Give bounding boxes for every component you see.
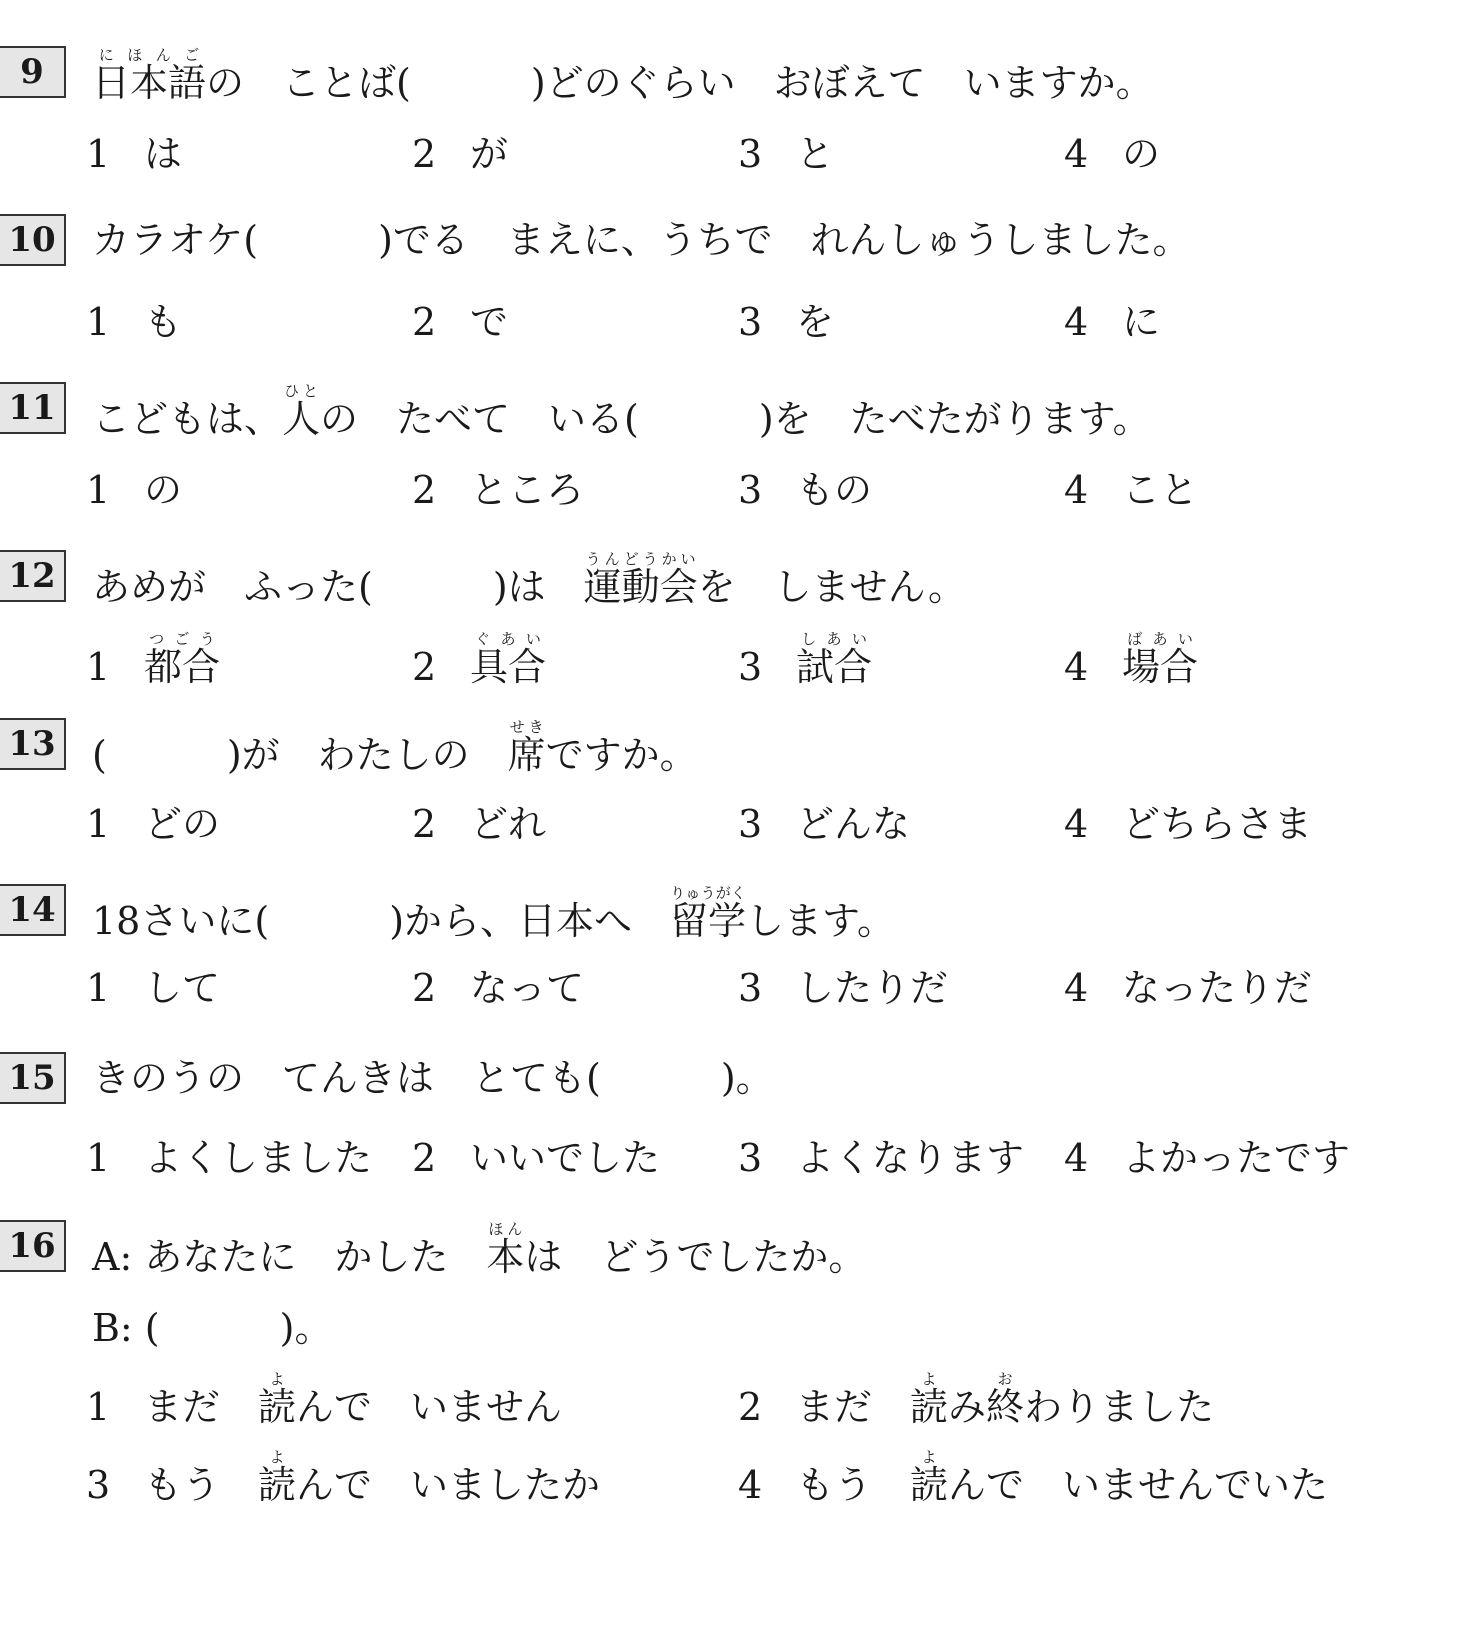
choice-10-4[interactable]: 4 に <box>1064 300 1161 344</box>
question-number: 10 <box>0 214 66 266</box>
furigana: 日本語にほんご <box>92 46 207 105</box>
choice-14-2[interactable]: 2 なって <box>412 966 585 1010</box>
choice-11-2[interactable]: 2 ところ <box>412 468 585 512</box>
choice-9-2[interactable]: 2 が <box>412 132 509 176</box>
choice-10-2[interactable]: 2 で <box>412 300 509 344</box>
choice-12-1[interactable]: 1 都合つごう <box>86 630 221 689</box>
question-stem: あめが ふった( )は 運動会うんどうかいを しません。 <box>92 550 966 609</box>
furigana: 席せき <box>507 718 546 777</box>
choice-16-4[interactable]: 4 もう 読よんで いませんでいた <box>738 1448 1329 1507</box>
question-stem: カラオケ( )でる まえに、うちで れんしゅうしました。 <box>92 218 1191 262</box>
choice-15-2[interactable]: 2 いいでした <box>412 1136 661 1180</box>
choice-9-1[interactable]: 1 は <box>86 132 183 176</box>
question-number: 11 <box>0 382 66 434</box>
choice-13-4[interactable]: 4 どちらさま <box>1064 802 1313 846</box>
furigana: 本ほん <box>486 1220 525 1279</box>
choice-14-3[interactable]: 3 したりだ <box>738 966 949 1010</box>
choice-10-3[interactable]: 3 を <box>738 300 835 344</box>
choice-14-4[interactable]: 4 なったりだ <box>1064 966 1313 1010</box>
question-stem: こどもは、人ひとの たべて いる( )を たべたがります。 <box>92 382 1151 441</box>
question-stem: ( )が わたしの 席せきですか。 <box>92 718 698 777</box>
question-stem-a: A: あなたに かした 本ほんは どうでしたか。 <box>92 1220 867 1279</box>
choice-13-2[interactable]: 2 どれ <box>412 802 547 846</box>
choice-13-1[interactable]: 1 どの <box>86 802 221 846</box>
choice-12-3[interactable]: 3 試合しあい <box>738 630 873 689</box>
choice-12-2[interactable]: 2 具合ぐあい <box>412 630 547 689</box>
choice-15-1[interactable]: 1 よくしました <box>86 1136 373 1180</box>
question-number: 12 <box>0 550 66 602</box>
choice-16-3[interactable]: 3 もう 読よんで いましたか <box>86 1448 601 1507</box>
question-number: 14 <box>0 884 66 936</box>
furigana: 留学りゅうがく <box>670 884 747 943</box>
question-number: 13 <box>0 718 66 770</box>
choice-12-4[interactable]: 4 場合ばあい <box>1064 630 1199 689</box>
choice-13-3[interactable]: 3 どんな <box>738 802 911 846</box>
choice-9-4[interactable]: 4 の <box>1064 132 1161 176</box>
question-stem: 18さいに( )から、日本へ 留学りゅうがくします。 <box>92 884 895 943</box>
choice-16-1[interactable]: 1 まだ 読よんで いません <box>86 1370 563 1429</box>
choice-15-4[interactable]: 4 よかったです <box>1064 1136 1351 1180</box>
choice-10-1[interactable]: 1 も <box>86 300 183 344</box>
question-stem: きのうの てんきは とても( )。 <box>92 1056 774 1100</box>
furigana: 人ひと <box>282 382 321 441</box>
question-number: 15 <box>0 1052 66 1104</box>
furigana: 運動会うんどうかい <box>583 550 698 609</box>
choice-11-3[interactable]: 3 もの <box>738 468 873 512</box>
choice-11-4[interactable]: 4 こと <box>1064 468 1199 512</box>
question-number: 9 <box>0 46 66 98</box>
question-stem-b: B: ( )。 <box>92 1306 333 1350</box>
choice-16-2[interactable]: 2 まだ 読よみ終おわりました <box>738 1370 1215 1429</box>
question-number: 16 <box>0 1220 66 1272</box>
question-stem: 日本語にほんごの ことば( )どのぐらい おぼえて いますか。 <box>92 46 1154 105</box>
choice-9-3[interactable]: 3 と <box>738 132 835 176</box>
choice-15-3[interactable]: 3 よくなります <box>738 1136 1025 1180</box>
choice-11-1[interactable]: 1 の <box>86 468 183 512</box>
choice-14-1[interactable]: 1 して <box>86 966 221 1010</box>
